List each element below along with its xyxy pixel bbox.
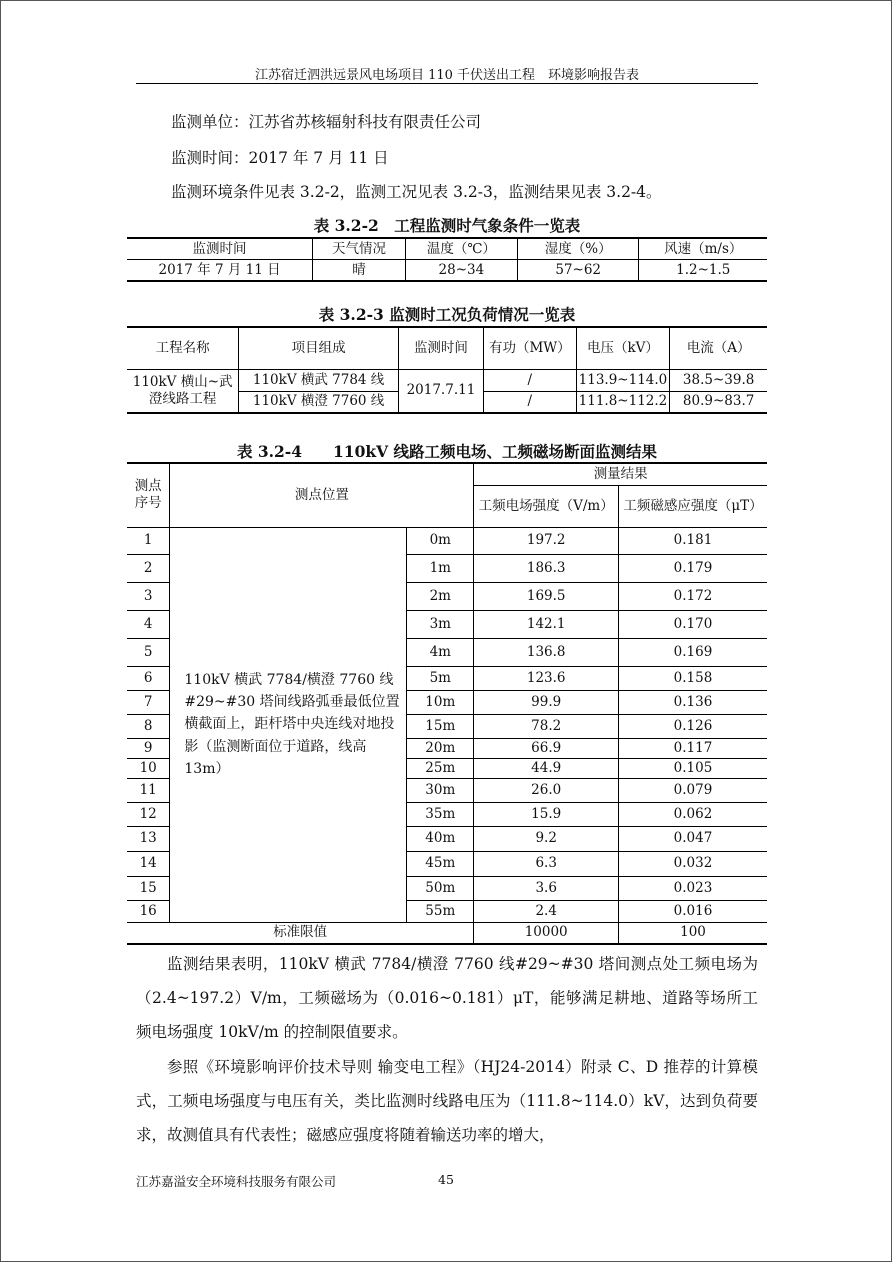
cell: 1.2~1.5	[639, 260, 767, 282]
weather-conditions-table	[127, 237, 767, 282]
efield-value-cell: 169.5	[474, 582, 619, 610]
limit-efield-cell: 10000	[474, 922, 619, 944]
point-number-cell: 2	[127, 554, 170, 582]
running-header: 江苏宿迁泗洪远景风电场项目 110 千伏送出工程 环境影响报告表	[254, 68, 640, 83]
cell: /	[483, 369, 576, 391]
header-cell: 监测时间	[398, 327, 483, 369]
distance-cell: 3m	[407, 610, 474, 638]
limit-label-cell: 标准限值	[127, 922, 474, 944]
point-number-cell: 13	[127, 826, 170, 851]
efield-value-cell: 3.6	[474, 876, 619, 900]
table-header-row	[127, 463, 767, 485]
bfield-value-cell: 0.136	[619, 690, 768, 714]
header-cell: 风速（m/s）	[639, 238, 767, 260]
distance-cell: 5m	[407, 666, 474, 690]
location-description-cell: 110kV 横武 7784/横澄 7760 线#29~#30 塔间线路弧垂最低位置横截面上，距杆塔中央连线对地投影（监测断面位于道路，线高 13m）	[170, 527, 407, 922]
efield-value-cell: 78.2	[474, 714, 619, 738]
cell: 2017 年 7 月 11 日	[127, 260, 313, 282]
header-cell: 天气情况	[313, 238, 406, 260]
point-number-cell: 9	[127, 738, 170, 758]
bfield-value-cell: 0.105	[619, 758, 768, 778]
bfield-value-cell: 0.181	[619, 527, 768, 554]
cell: /	[483, 391, 576, 413]
header-cell: 项目组成	[239, 327, 399, 369]
distance-cell: 40m	[407, 826, 474, 851]
cell: 110kV 横武 7784 线	[239, 369, 399, 391]
table-header-row	[127, 238, 767, 260]
bfield-value-cell: 0.158	[619, 666, 768, 690]
header-cell: 测量结果	[474, 463, 767, 485]
efield-value-cell: 9.2	[474, 826, 619, 851]
monitoring-time: 监测时间：2017 年 7 月 11 日	[171, 149, 389, 167]
field-measurement-table	[127, 462, 767, 945]
cell: 晴	[313, 260, 406, 282]
distance-cell: 35m	[407, 802, 474, 826]
table-row	[127, 527, 767, 554]
efield-value-cell: 15.9	[474, 802, 619, 826]
header-cell: 有功（MW）	[483, 327, 576, 369]
cell: 111.8~112.2	[576, 391, 670, 413]
point-number-cell: 4	[127, 610, 170, 638]
point-number-cell: 3	[127, 582, 170, 610]
conclusion-paragraph: 监测结果表明，110kV 横武 7784/横澄 7760 线#29~#30 塔间测点处工频电场为（2.4~197.2）V/m，工频磁场为（0.016~0.181）μT，能够满足耕地、道路等场所工频电场强度 10kV/m 的控制限值要求。	[136, 955, 758, 1041]
header-cell: 电压（kV）	[576, 327, 670, 369]
header-cell: 电流（A）	[670, 327, 767, 369]
point-number-cell: 15	[127, 876, 170, 900]
efield-value-cell: 123.6	[474, 666, 619, 690]
distance-cell: 55m	[407, 900, 474, 922]
load-conditions-table	[127, 326, 767, 414]
point-number-cell: 1	[127, 527, 170, 554]
cell: 113.9~114.0	[576, 369, 670, 391]
distance-cell: 4m	[407, 638, 474, 666]
efield-value-cell: 99.9	[474, 690, 619, 714]
distance-cell: 0m	[407, 527, 474, 554]
table-header-row	[127, 327, 767, 369]
table-row	[127, 260, 767, 282]
distance-cell: 2m	[407, 582, 474, 610]
date-cell: 2017.7.11	[398, 369, 483, 413]
header-cell: 工频电场强度（V/m）	[474, 485, 619, 527]
page-number: 45	[438, 1172, 454, 1187]
efield-value-cell: 6.3	[474, 851, 619, 876]
distance-cell: 25m	[407, 758, 474, 778]
point-number-cell: 7	[127, 690, 170, 714]
bfield-value-cell: 0.126	[619, 714, 768, 738]
header-cell: 监测时间	[127, 238, 313, 260]
header-cell: 温度（℃）	[405, 238, 517, 260]
point-number-cell: 11	[127, 778, 170, 802]
point-number-cell: 12	[127, 802, 170, 826]
bfield-value-cell: 0.170	[619, 610, 768, 638]
bfield-value-cell: 0.032	[619, 851, 768, 876]
monitoring-reference: 监测环境条件见表 3.2-2，监测工况见表 3.2-3，监测结果见表 3.2-4。	[171, 183, 662, 201]
table1-title: 表 3.2-2 工程监测时气象条件一览表	[313, 216, 581, 235]
header-cell: 测点序号	[127, 463, 170, 527]
distance-cell: 50m	[407, 876, 474, 900]
efield-value-cell: 26.0	[474, 778, 619, 802]
point-number-cell: 5	[127, 638, 170, 666]
bfield-value-cell: 0.079	[619, 778, 768, 802]
distance-cell: 45m	[407, 851, 474, 876]
header-rule	[136, 83, 758, 84]
limit-row	[127, 922, 767, 944]
bfield-value-cell: 0.047	[619, 826, 768, 851]
cell: 38.5~39.8	[670, 369, 767, 391]
point-number-cell: 10	[127, 758, 170, 778]
point-number-cell: 16	[127, 900, 170, 922]
bfield-value-cell: 0.016	[619, 900, 768, 922]
bfield-value-cell: 0.179	[619, 554, 768, 582]
efield-value-cell: 142.1	[474, 610, 619, 638]
cell: 28~34	[405, 260, 517, 282]
distance-cell: 15m	[407, 714, 474, 738]
footer-company: 江苏嘉溢安全环境科技服务有限公司	[136, 1174, 337, 1189]
project-name-cell: 110kV 横山~武澄线路工程	[127, 369, 239, 413]
cell: 110kV 横澄 7760 线	[239, 391, 399, 413]
limit-bfield-cell: 100	[619, 922, 768, 944]
efield-value-cell: 197.2	[474, 527, 619, 554]
efield-value-cell: 66.9	[474, 738, 619, 758]
distance-cell: 1m	[407, 554, 474, 582]
bfield-value-cell: 0.023	[619, 876, 768, 900]
table-row	[127, 369, 767, 391]
header-cell: 测点位置	[170, 463, 474, 527]
efield-value-cell: 136.8	[474, 638, 619, 666]
reference-paragraph: 参照《环境影响评价技术导则 输变电工程》（HJ24-2014）附录 C、D 推荐的计算模式，工频电场强度与电压有关，类比监测时线路电压为（111.8~114.0）kV，达到负荷要求，故测值具有代表性；磁感应强度将随着输送功率的增大，	[136, 1058, 758, 1144]
header-cell: 湿度（%）	[517, 238, 639, 260]
efield-value-cell: 2.4	[474, 900, 619, 922]
distance-cell: 30m	[407, 778, 474, 802]
table3-title: 表 3.2-4 110kV 线路工频电场、工频磁场断面监测结果	[236, 442, 658, 461]
bfield-value-cell: 0.117	[619, 738, 768, 758]
cell: 80.9~83.7	[670, 391, 767, 413]
point-number-cell: 14	[127, 851, 170, 876]
efield-value-cell: 44.9	[474, 758, 619, 778]
monitoring-unit: 监测单位：江苏省苏核辐射科技有限责任公司	[171, 113, 482, 131]
header-cell: 工频磁感应强度（μT）	[619, 485, 768, 527]
table2-title: 表 3.2-3 监测时工况负荷情况一览表	[318, 305, 576, 324]
point-number-cell: 6	[127, 666, 170, 690]
cell: 57~62	[517, 260, 639, 282]
distance-cell: 10m	[407, 690, 474, 714]
bfield-value-cell: 0.172	[619, 582, 768, 610]
point-number-cell: 8	[127, 714, 170, 738]
bfield-value-cell: 0.062	[619, 802, 768, 826]
distance-cell: 20m	[407, 738, 474, 758]
bfield-value-cell: 0.169	[619, 638, 768, 666]
efield-value-cell: 186.3	[474, 554, 619, 582]
header-cell: 工程名称	[127, 327, 239, 369]
